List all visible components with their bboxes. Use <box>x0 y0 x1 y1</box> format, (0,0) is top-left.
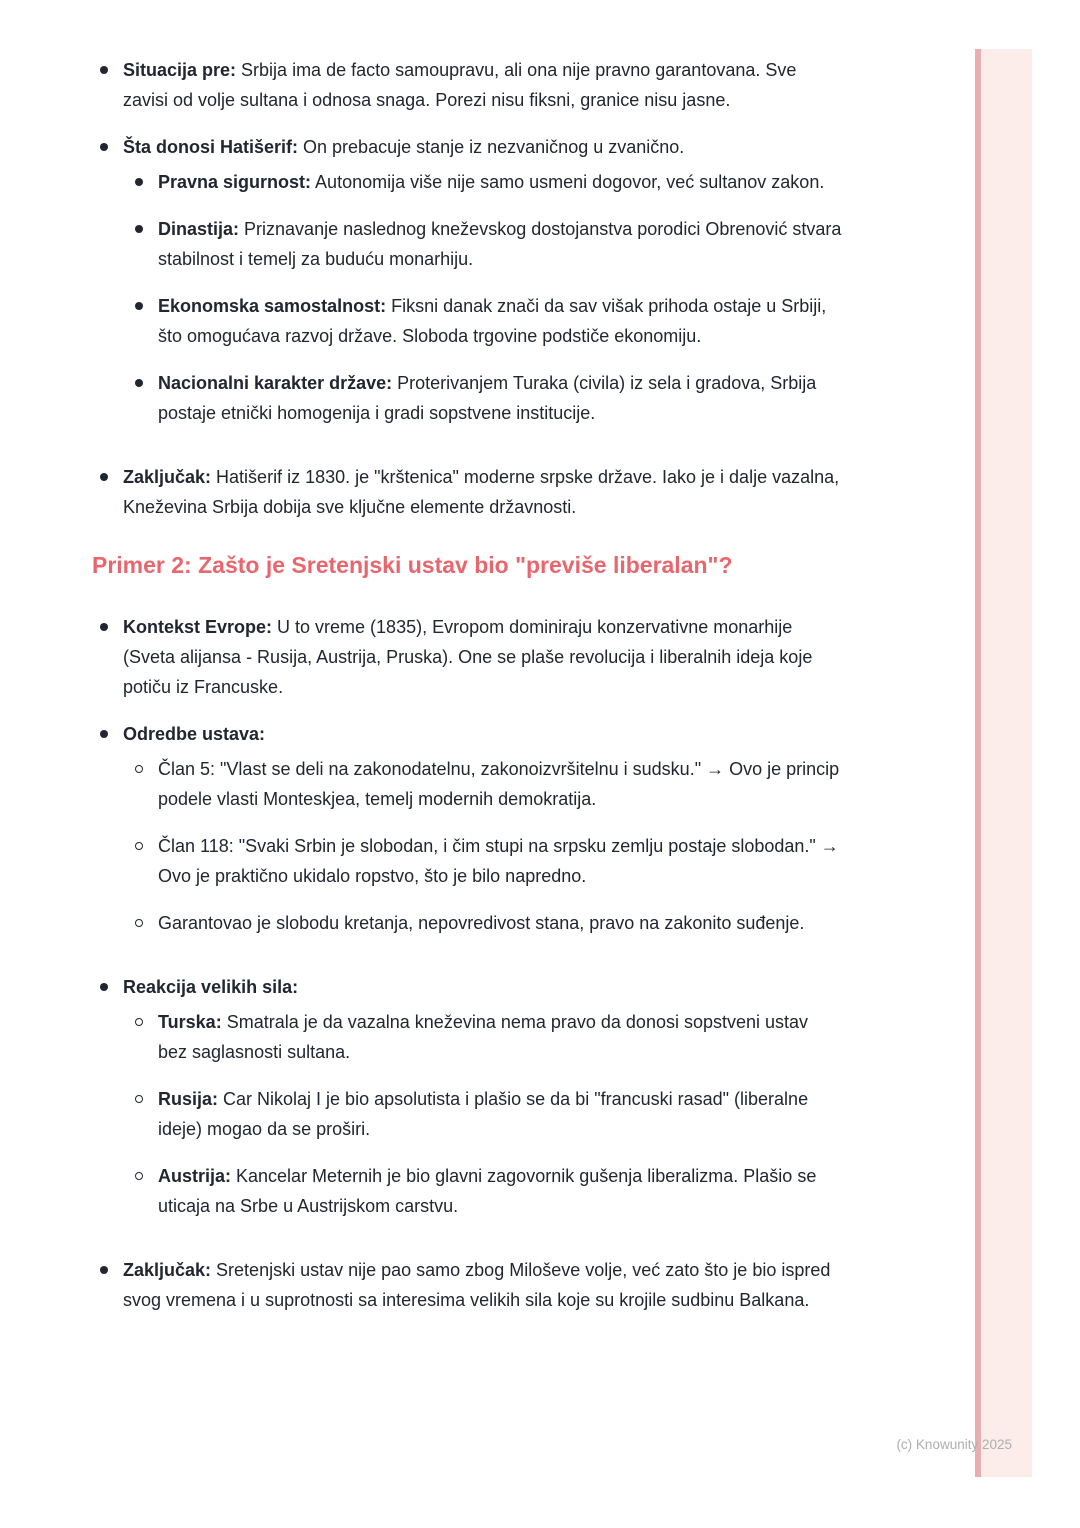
copyright-watermark: (c) Knowunity 2025 <box>896 1437 1012 1452</box>
list-item <box>135 167 842 197</box>
item-lead: Ekonomska samostalnost: <box>158 296 387 316</box>
disc-bullet-icon <box>100 66 108 74</box>
list-item <box>100 462 842 522</box>
list-item <box>135 368 842 428</box>
circle-bullet-icon <box>135 1018 143 1026</box>
disc-bullet-icon <box>135 379 143 387</box>
item-text: Car Nikolaj I je bio apsolutista i plašio se da bi "francuski rasad" (liberalne ideje) mogao da se proširi. <box>158 1089 809 1139</box>
disc-bullet-icon <box>135 225 143 233</box>
item-text: Garantovao je slobodu kretanja, nepovredivost stana, pravo na zakonito suđenje. <box>158 913 805 933</box>
item-lead: Kontekst Evrope: <box>123 617 273 637</box>
bullet-list <box>100 612 842 1315</box>
item-lead: Nacionalni karakter države: <box>158 373 393 393</box>
disc-bullet-icon <box>135 302 143 310</box>
list-item <box>135 754 842 814</box>
section-heading: Primer 2: Zašto je Sretenjski ustav bio "previše liberalan"? <box>92 552 733 578</box>
circle-bullet-icon <box>135 765 143 773</box>
list-item <box>100 1255 842 1315</box>
bullet-list <box>135 167 842 428</box>
item-text: Hatišerif iz 1830. je "krštenica" moderne srpske države. Iako je i dalje vazalna, Kneževina Srbija dobija sve ključne elemente državnosti. <box>123 467 840 517</box>
item-lead: Rusija: <box>158 1089 219 1109</box>
disc-bullet-icon <box>100 730 108 738</box>
list-item <box>100 719 842 955</box>
list-item <box>135 908 842 938</box>
item-text: Sretenjski ustav nije pao samo zbog Miloševe volje, već zato što je bio ispred svog vremena i u suprotnosti sa interesima velikih sila koje su krojile sudbinu Balkana. <box>123 1260 831 1310</box>
item-lead: Šta donosi Hatišerif: <box>123 137 299 157</box>
bullet-list <box>100 55 842 522</box>
item-lead: Pravna sigurnost: <box>158 172 312 192</box>
item-text: Proterivanjem Turaka (civila) iz sela i gradova, Srbija postaje etnički homogenija i gradi sopstvene institucije. <box>158 373 817 423</box>
list-item <box>135 1007 842 1067</box>
list-item <box>135 291 842 351</box>
list-item <box>135 831 842 891</box>
bullet-list <box>135 1007 842 1221</box>
disc-bullet-icon <box>100 623 108 631</box>
circle-bullet-icon <box>135 919 143 927</box>
item-lead: Reakcija velikih sila: <box>123 977 299 997</box>
list-item <box>100 55 842 115</box>
list-item <box>135 1161 842 1221</box>
list-item <box>100 612 842 702</box>
disc-bullet-icon <box>100 473 108 481</box>
bullet-list <box>135 754 842 938</box>
item-lead: Austrija: <box>158 1166 232 1186</box>
item-text: Priznavanje naslednog kneževskog dostojanstva porodici Obrenović stvara stabilnost i temelj za buduću monarhiju. <box>158 219 842 269</box>
list-item <box>135 214 842 274</box>
item-lead: Dinastija: <box>158 219 240 239</box>
item-text: Kancelar Meternih je bio glavni zagovornik gušenja liberalizma. Plašio se uticaja na Srbe u Austrijskom carstvu. <box>158 1166 817 1216</box>
document-content <box>92 55 842 1332</box>
item-text: Smatrala je da vazalna kneževina nema pravo da donosi sopstveni ustav bez saglasnosti sultana. <box>158 1012 809 1062</box>
item-text: U to vreme (1835), Evropom dominiraju konzervativne monarhije (Sveta alijansa - Rusija, Austrija, Pruska). One se plaše revolucija i liberalnih ideja koje potiču iz Francuske. <box>123 617 813 697</box>
item-text: Srbija ima de facto samoupravu, ali ona nije pravno garantovana. Sve zavisi od volje sultana i odnosa snaga. Porezi nisu fiksni, granice nisu jasne. <box>123 60 797 110</box>
list-item <box>135 1084 842 1144</box>
circle-bullet-icon <box>135 1172 143 1180</box>
item-lead: Zaključak: <box>123 1260 212 1280</box>
list-item <box>100 132 842 445</box>
item-text: Fiksni danak znači da sav višak prihoda ostaje u Srbiji, što omogućava razvoj države. Sloboda trgovine podstiče ekonomiju. <box>158 296 827 346</box>
item-text: Član 5: "Vlast se deli na zakonodatelnu, zakonoizvršitelnu i sudsku." → Ovo je princip podele vlasti Monteskjea, temelj modernih demokratija. <box>158 759 840 809</box>
disc-bullet-icon <box>135 178 143 186</box>
circle-bullet-icon <box>135 1095 143 1103</box>
disc-bullet-icon <box>100 983 108 991</box>
list-item <box>100 972 842 1238</box>
item-text: Autonomija više nije samo usmeni dogovor, već sultanov zakon. <box>311 172 825 192</box>
disc-bullet-icon <box>100 1266 108 1274</box>
page-edge-highlight-bar <box>975 49 1032 1477</box>
item-text: Član 118: "Svaki Srbin je slobodan, i čim stupi na srpsku zemlju postaje slobodan." → Ovo je praktično ukidalo ropstvo, što je bilo napredno. <box>158 836 839 886</box>
item-lead: Situacija pre: <box>123 60 237 80</box>
circle-bullet-icon <box>135 842 143 850</box>
item-lead: Zaključak: <box>123 467 212 487</box>
item-text: On prebacuje stanje iz nezvaničnog u zvanično. <box>298 137 685 157</box>
item-lead: Odredbe ustava: <box>123 724 266 744</box>
item-lead: Turska: <box>158 1012 222 1032</box>
disc-bullet-icon <box>100 143 108 151</box>
